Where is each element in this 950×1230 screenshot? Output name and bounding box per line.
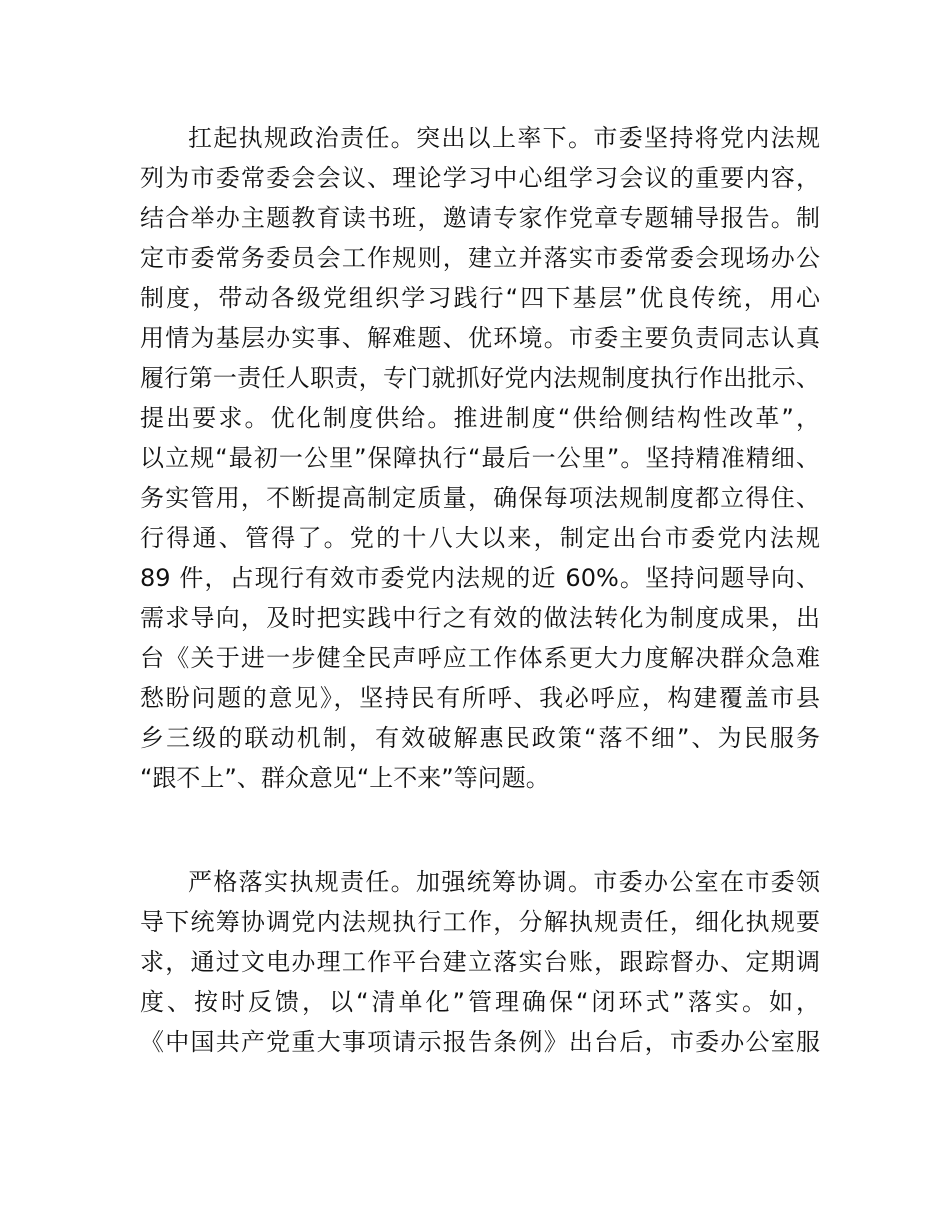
text-line: 严格落实执规责任。加强统筹协调。市委办公室在市委领	[188, 868, 820, 896]
text-line: 89 件，占现行有效市委党内法规的近 60%。坚持问题导向、	[140, 564, 820, 592]
text-line: 制度，带动各级党组织学习践行“四下基层”优良传统，用心	[140, 284, 820, 312]
text-line: 度、按时反馈，以“清单化”管理确保“闭环式”落实。如，	[140, 988, 820, 1016]
paragraph-political-responsibility	[140, 118, 820, 798]
text-line: 导下统筹协调党内法规执行工作，分解执规责任，细化执规要	[140, 908, 820, 936]
text-line: 扛起执规政治责任。突出以上率下。市委坚持将党内法规	[188, 124, 820, 152]
text-line: “跟不上”、群众意见“上不来”等问题。	[140, 764, 550, 792]
text-line: 列为市委常委会会议、理论学习中心组学习会议的重要内容，	[140, 164, 820, 192]
text-line: 结合举办主题教育读书班，邀请专家作党章专题辅导报告。制	[140, 204, 820, 232]
paragraph-implementation-responsibility	[140, 862, 820, 1062]
text-line: 愁盼问题的意见》，坚持民有所呼、我必呼应，构建覆盖市县	[140, 684, 820, 712]
text-line: 务实管用，不断提高制定质量，确保每项法规制度都立得住、	[140, 484, 820, 512]
text-line: 求，通过文电办理工作平台建立落实台账，跟踪督办、定期调	[140, 948, 820, 976]
text-line: 履行第一责任人职责，专门就抓好党内法规制度执行作出批示、	[140, 364, 820, 392]
text-line: 《中国共产党重大事项请示报告条例》出台后，市委办公室服	[140, 1028, 820, 1056]
text-line: 提出要求。优化制度供给。推进制度“供给侧结构性改革”，	[140, 404, 820, 432]
text-line: 台《关于进一步健全民声呼应工作体系更大力度解决群众急难	[140, 644, 820, 672]
text-line: 用情为基层办实事、解难题、优环境。市委主要负责同志认真	[140, 324, 820, 352]
text-line: 以立规“最初一公里”保障执行“最后一公里”。坚持精准精细、	[140, 444, 820, 472]
text-line: 行得通、管得了。党的十八大以来，制定出台市委党内法规	[140, 524, 820, 552]
text-line: 定市委常务委员会工作规则，建立并落实市委常委会现场办公	[140, 244, 820, 272]
text-line: 需求导向，及时把实践中行之有效的做法转化为制度成果，出	[140, 604, 820, 632]
text-line: 乡三级的联动机制，有效破解惠民政策“落不细”、为民服务	[140, 724, 820, 752]
